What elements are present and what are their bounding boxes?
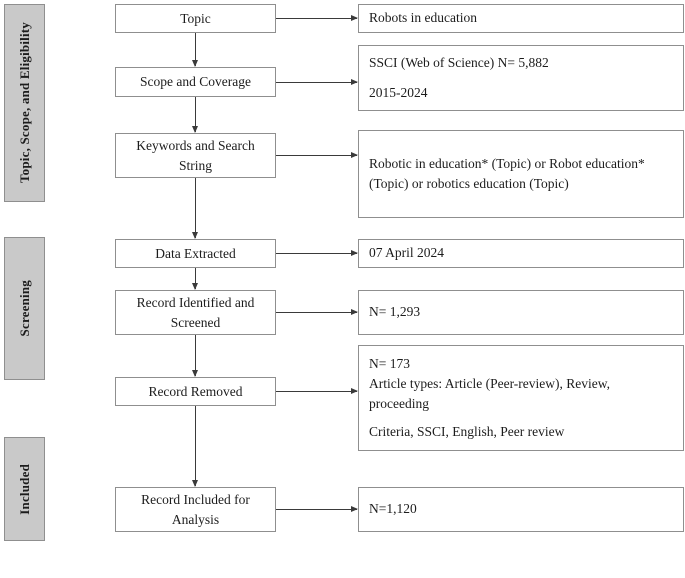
down-arrow-icon xyxy=(195,335,196,376)
step-label: Data Extracted xyxy=(155,245,236,261)
result-line: 07 April 2024 xyxy=(369,245,445,261)
result-box-search-string xyxy=(358,130,684,218)
down-arrow-icon xyxy=(195,33,196,66)
result-line: 2015-2024 xyxy=(369,85,428,100)
step-label: Record Removed xyxy=(148,383,243,399)
down-arrow-icon xyxy=(195,406,196,486)
stage-label: Topic, Scope, and Eligibility xyxy=(16,22,32,184)
step-box-topic xyxy=(115,4,276,33)
right-arrow-icon xyxy=(276,509,357,510)
down-arrow-icon xyxy=(195,178,196,238)
stage-included xyxy=(4,437,45,541)
result-box-records-identified xyxy=(358,290,684,335)
step-label: Topic xyxy=(180,10,211,26)
step-box-scope-and-coverage xyxy=(115,67,276,97)
result-box-records-included xyxy=(358,487,684,532)
result-box-records-removed xyxy=(358,345,684,451)
down-arrow-icon xyxy=(195,97,196,132)
step-label: Record Identified and Screened xyxy=(136,294,255,330)
result-line: Robots in education xyxy=(369,10,477,26)
result-box-topic xyxy=(358,4,684,33)
right-arrow-icon xyxy=(276,253,357,254)
result-line: N= 1,293 xyxy=(369,304,421,320)
result-line: SSCI (Web of Science) N= 5,882 xyxy=(369,54,549,70)
down-arrow-icon xyxy=(195,268,196,289)
stage-label: Included xyxy=(16,463,32,515)
step-label: Record Included for Analysis xyxy=(141,491,250,527)
step-label: Scope and Coverage xyxy=(140,74,251,90)
step-box-keywords-and-search-string xyxy=(115,133,276,178)
result-box-scope-and-coverage xyxy=(358,45,684,111)
step-box-data-extracted xyxy=(115,239,276,268)
result-line: Article types: Article (Peer-review), Review, proceeding xyxy=(369,375,611,411)
stage-topic-scope-eligibility xyxy=(4,4,45,202)
step-box-record-removed xyxy=(115,377,276,406)
result-line: Robotic in education* (Topic) or Robot education* (Topic) or robotics education (Topic) xyxy=(369,155,645,191)
right-arrow-icon xyxy=(276,18,357,19)
right-arrow-icon xyxy=(276,312,357,313)
step-box-record-included-for-analysis xyxy=(115,487,276,532)
step-box-record-identified-and-screened xyxy=(115,290,276,335)
stage-screening xyxy=(4,237,45,380)
result-line: N=1,120 xyxy=(369,501,417,517)
right-arrow-icon xyxy=(276,391,357,392)
stage-label: Screening xyxy=(16,280,32,337)
right-arrow-icon xyxy=(276,82,357,83)
result-line: Criteria, SSCI, English, Peer review xyxy=(369,424,565,440)
right-arrow-icon xyxy=(276,155,357,156)
step-label: Keywords and Search String xyxy=(136,137,255,173)
result-line: N= 173 xyxy=(369,355,410,371)
result-box-data-extracted xyxy=(358,239,684,268)
